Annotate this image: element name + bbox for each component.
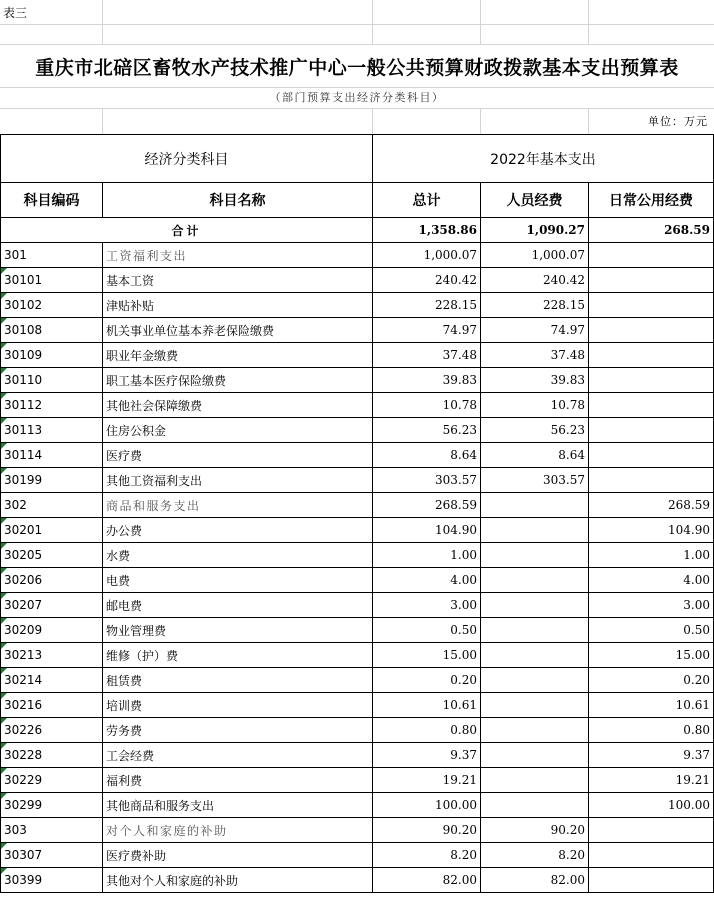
row-name: 其他社会保障缴费 bbox=[103, 393, 373, 418]
row-code: 30207 bbox=[1, 593, 103, 618]
table-row bbox=[1, 593, 714, 618]
row-personnel: 37.48 bbox=[481, 343, 589, 368]
row-personnel bbox=[481, 618, 589, 643]
total-row bbox=[1, 218, 714, 243]
table-row bbox=[1, 568, 714, 593]
row-code: 30229 bbox=[1, 768, 103, 793]
row-total: 37.48 bbox=[373, 343, 481, 368]
gridline bbox=[102, 108, 103, 134]
gridline bbox=[372, 108, 373, 134]
table-row bbox=[1, 668, 714, 693]
header-row-columns bbox=[1, 183, 714, 218]
table-row bbox=[1, 818, 714, 843]
row-public: 10.61 bbox=[589, 693, 714, 718]
row-total: 4.00 bbox=[373, 568, 481, 593]
row-name: 物业管理费 bbox=[103, 618, 373, 643]
table-row bbox=[1, 718, 714, 743]
row-personnel bbox=[481, 643, 589, 668]
row-name: 职工基本医疗保险缴费 bbox=[103, 368, 373, 393]
row-personnel bbox=[481, 668, 589, 693]
row-personnel: 8.20 bbox=[481, 843, 589, 868]
table-subtitle: （部门预算支出经济分类科目） bbox=[269, 91, 445, 104]
table-row bbox=[1, 268, 714, 293]
row-personnel: 240.42 bbox=[481, 268, 589, 293]
row-code: 30206 bbox=[1, 568, 103, 593]
table-row bbox=[1, 468, 714, 493]
row-public bbox=[589, 293, 714, 318]
row-code: 30201 bbox=[1, 518, 103, 543]
row-personnel bbox=[481, 493, 589, 518]
row-name: 其他对个人和家庭的补助 bbox=[103, 868, 373, 893]
row-code: 30307 bbox=[1, 843, 103, 868]
gridline bbox=[0, 44, 714, 45]
row-personnel: 303.57 bbox=[481, 468, 589, 493]
row-total: 10.61 bbox=[373, 693, 481, 718]
row-name: 基本工资 bbox=[103, 268, 373, 293]
row-total: 90.20 bbox=[373, 818, 481, 843]
row-total: 240.42 bbox=[373, 268, 481, 293]
row-public: 268.59 bbox=[589, 493, 714, 518]
table-row bbox=[1, 418, 714, 443]
row-public bbox=[589, 843, 714, 868]
table-row bbox=[1, 693, 714, 718]
row-personnel bbox=[481, 793, 589, 818]
row-public bbox=[589, 468, 714, 493]
table-row bbox=[1, 543, 714, 568]
row-name: 水费 bbox=[103, 543, 373, 568]
row-total: 1,000.07 bbox=[373, 243, 481, 268]
gridline bbox=[372, 0, 373, 44]
row-name: 福利费 bbox=[103, 768, 373, 793]
row-code: 301 bbox=[1, 243, 103, 268]
row-name: 工会经费 bbox=[103, 743, 373, 768]
header-code: 科目编码 bbox=[1, 183, 103, 218]
total-personnel: 1,090.27 bbox=[481, 218, 589, 243]
row-personnel: 74.97 bbox=[481, 318, 589, 343]
gridline bbox=[0, 108, 714, 109]
row-public: 4.00 bbox=[589, 568, 714, 593]
row-personnel bbox=[481, 718, 589, 743]
table-title: 重庆市北碚区畜牧水产技术推广中心一般公共预算财政拨款基本支出预算表 bbox=[35, 57, 679, 79]
row-code: 30101 bbox=[1, 268, 103, 293]
row-public bbox=[589, 393, 714, 418]
gridline bbox=[480, 108, 481, 134]
table-row bbox=[1, 618, 714, 643]
row-public: 3.00 bbox=[589, 593, 714, 618]
header-row-group bbox=[1, 135, 714, 183]
row-personnel bbox=[481, 693, 589, 718]
gridline bbox=[588, 0, 589, 44]
row-code: 30209 bbox=[1, 618, 103, 643]
row-personnel bbox=[481, 543, 589, 568]
row-name: 电费 bbox=[103, 568, 373, 593]
row-code: 30102 bbox=[1, 293, 103, 318]
row-total: 8.64 bbox=[373, 443, 481, 468]
row-total: 39.83 bbox=[373, 368, 481, 393]
row-public: 15.00 bbox=[589, 643, 714, 668]
row-name: 劳务费 bbox=[103, 718, 373, 743]
row-total: 9.37 bbox=[373, 743, 481, 768]
table-row bbox=[1, 643, 714, 668]
table-row bbox=[1, 293, 714, 318]
row-total: 74.97 bbox=[373, 318, 481, 343]
unit-label: 单位：万元 bbox=[648, 115, 708, 128]
table-row bbox=[1, 768, 714, 793]
table-row bbox=[1, 343, 714, 368]
gridline bbox=[0, 87, 714, 88]
table-row bbox=[1, 843, 714, 868]
row-code: 30228 bbox=[1, 743, 103, 768]
row-code: 30226 bbox=[1, 718, 103, 743]
row-code: 30205 bbox=[1, 543, 103, 568]
row-public bbox=[589, 868, 714, 893]
total-label: 合计 bbox=[1, 218, 373, 243]
row-public: 0.80 bbox=[589, 718, 714, 743]
row-personnel bbox=[481, 768, 589, 793]
row-name: 办公费 bbox=[103, 518, 373, 543]
row-public: 0.50 bbox=[589, 618, 714, 643]
row-personnel bbox=[481, 518, 589, 543]
row-name: 培训费 bbox=[103, 693, 373, 718]
header-name: 科目名称 bbox=[103, 183, 373, 218]
gridline bbox=[480, 0, 481, 44]
header-basic-expenditure: 2022年基本支出 bbox=[373, 135, 714, 183]
row-total: 100.00 bbox=[373, 793, 481, 818]
row-code: 30114 bbox=[1, 443, 103, 468]
row-code: 303 bbox=[1, 818, 103, 843]
row-total: 56.23 bbox=[373, 418, 481, 443]
row-personnel: 1,000.07 bbox=[481, 243, 589, 268]
row-total: 0.20 bbox=[373, 668, 481, 693]
table-row bbox=[1, 393, 714, 418]
row-public bbox=[589, 343, 714, 368]
row-total: 19.21 bbox=[373, 768, 481, 793]
header-public: 日常公用经费 bbox=[589, 183, 714, 218]
row-name: 机关事业单位基本养老保险缴费 bbox=[103, 318, 373, 343]
budget-table bbox=[0, 134, 714, 893]
gridline bbox=[102, 0, 103, 44]
row-public bbox=[589, 318, 714, 343]
row-code: 30108 bbox=[1, 318, 103, 343]
row-public bbox=[589, 243, 714, 268]
row-name: 商品和服务支出 bbox=[103, 493, 373, 518]
row-total: 228.15 bbox=[373, 293, 481, 318]
row-code: 30113 bbox=[1, 418, 103, 443]
table-row bbox=[1, 793, 714, 818]
row-public: 9.37 bbox=[589, 743, 714, 768]
total-sum: 1,358.86 bbox=[373, 218, 481, 243]
row-personnel: 8.64 bbox=[481, 443, 589, 468]
table-row bbox=[1, 493, 714, 518]
row-public: 19.21 bbox=[589, 768, 714, 793]
row-public bbox=[589, 268, 714, 293]
row-total: 0.50 bbox=[373, 618, 481, 643]
row-name: 职业年金缴费 bbox=[103, 343, 373, 368]
row-total: 0.80 bbox=[373, 718, 481, 743]
row-personnel: 90.20 bbox=[481, 818, 589, 843]
row-name: 医疗费补助 bbox=[103, 843, 373, 868]
row-code: 30109 bbox=[1, 343, 103, 368]
sheet-label: 表三 bbox=[3, 6, 28, 20]
row-personnel: 39.83 bbox=[481, 368, 589, 393]
table-row bbox=[1, 743, 714, 768]
row-name: 租赁费 bbox=[103, 668, 373, 693]
table-row bbox=[1, 518, 714, 543]
row-code: 30399 bbox=[1, 868, 103, 893]
gridline bbox=[588, 108, 589, 134]
row-name: 其他商品和服务支出 bbox=[103, 793, 373, 818]
table-row bbox=[1, 868, 714, 893]
row-public: 100.00 bbox=[589, 793, 714, 818]
table-row bbox=[1, 243, 714, 268]
row-personnel: 56.23 bbox=[481, 418, 589, 443]
row-personnel bbox=[481, 743, 589, 768]
row-code: 30110 bbox=[1, 368, 103, 393]
row-name: 维修（护）费 bbox=[103, 643, 373, 668]
row-public bbox=[589, 368, 714, 393]
row-name: 其他工资福利支出 bbox=[103, 468, 373, 493]
row-public: 104.90 bbox=[589, 518, 714, 543]
row-name: 津贴补贴 bbox=[103, 293, 373, 318]
row-name: 医疗费 bbox=[103, 443, 373, 468]
row-code: 30216 bbox=[1, 693, 103, 718]
row-code: 30214 bbox=[1, 668, 103, 693]
row-public bbox=[589, 818, 714, 843]
row-total: 1.00 bbox=[373, 543, 481, 568]
row-personnel: 82.00 bbox=[481, 868, 589, 893]
gridline bbox=[0, 24, 714, 25]
table-row bbox=[1, 368, 714, 393]
row-public: 0.20 bbox=[589, 668, 714, 693]
row-personnel: 228.15 bbox=[481, 293, 589, 318]
row-public: 1.00 bbox=[589, 543, 714, 568]
row-total: 104.90 bbox=[373, 518, 481, 543]
row-code: 30112 bbox=[1, 393, 103, 418]
row-total: 3.00 bbox=[373, 593, 481, 618]
row-code: 30199 bbox=[1, 468, 103, 493]
row-name: 住房公积金 bbox=[103, 418, 373, 443]
row-code: 30213 bbox=[1, 643, 103, 668]
row-total: 268.59 bbox=[373, 493, 481, 518]
row-name: 邮电费 bbox=[103, 593, 373, 618]
row-personnel: 10.78 bbox=[481, 393, 589, 418]
row-name: 工资福利支出 bbox=[103, 243, 373, 268]
row-code: 30299 bbox=[1, 793, 103, 818]
row-total: 303.57 bbox=[373, 468, 481, 493]
total-public: 268.59 bbox=[589, 218, 714, 243]
header-personnel: 人员经费 bbox=[481, 183, 589, 218]
row-name: 对个人和家庭的补助 bbox=[103, 818, 373, 843]
row-code: 302 bbox=[1, 493, 103, 518]
row-total: 8.20 bbox=[373, 843, 481, 868]
row-personnel bbox=[481, 593, 589, 618]
table-row bbox=[1, 443, 714, 468]
row-public bbox=[589, 418, 714, 443]
row-total: 15.00 bbox=[373, 643, 481, 668]
row-public bbox=[589, 443, 714, 468]
row-total: 82.00 bbox=[373, 868, 481, 893]
row-total: 10.78 bbox=[373, 393, 481, 418]
table-row bbox=[1, 318, 714, 343]
header-total: 总计 bbox=[373, 183, 481, 218]
row-personnel bbox=[481, 568, 589, 593]
header-economic-classification: 经济分类科目 bbox=[1, 135, 373, 183]
